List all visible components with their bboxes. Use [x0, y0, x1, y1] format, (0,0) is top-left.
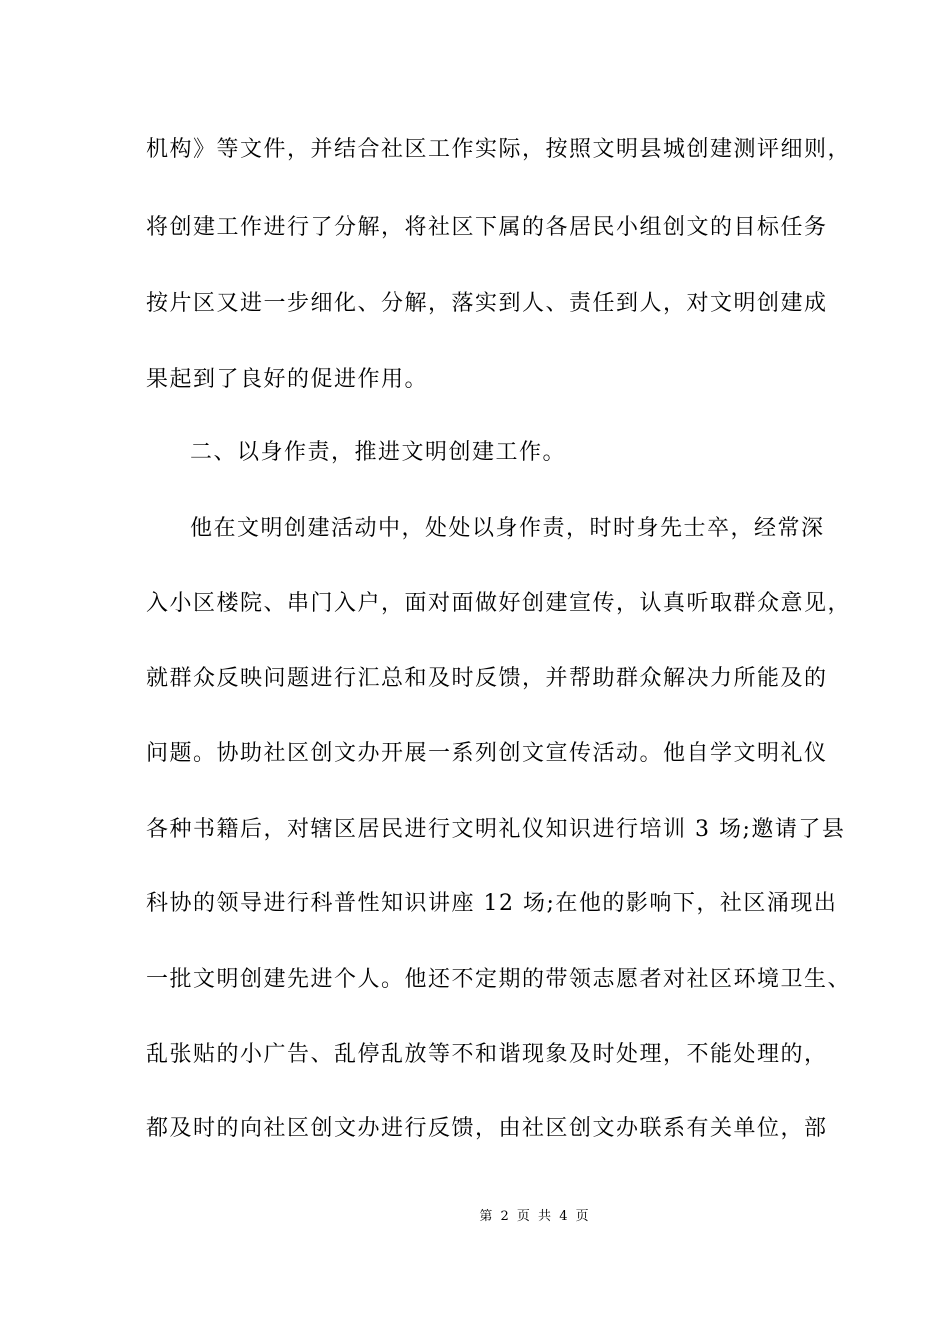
body-text-line: 按片区又进一步细化、分解，落实到人、责任到人，对文明创建成 — [146, 291, 828, 316]
body-text-line: 机构》等文件，并结合社区工作实际，按照文明县城创建测评细则， — [146, 137, 852, 162]
body-text-line: 都及时的向社区创文办进行反馈，由社区创文办联系有关单位，部 — [146, 1116, 828, 1141]
body-text-line: 将创建工作进行了分解，将社区下属的各居民小组创文的目标任务 — [146, 215, 828, 240]
body-text-line: 各种书籍后，对辖区居民进行文明礼仪知识进行培训 3 场;邀请了县 — [146, 817, 846, 842]
body-text-line: 入小区楼院、串门入户，面对面做好创建宣传，认真听取群众意见， — [146, 591, 852, 616]
page-footer: 第 2 页 共 4 页 — [479, 1209, 591, 1224]
section-heading: 二、以身作责，推进文明创建工作。 — [190, 440, 567, 465]
body-text-line: 果起到了良好的促进作用。 — [146, 367, 429, 392]
paragraph-first-line: 他在文明创建活动中，处处以身作责，时时身先士卒，经常深 — [190, 516, 825, 541]
body-text-line: 乱张贴的小广告、乱停乱放等不和谐现象及时处理，不能处理的， — [146, 1042, 828, 1067]
body-text-line: 一批文明创建先进个人。他还不定期的带领志愿者对社区环境卫生、 — [146, 967, 852, 992]
body-text-line: 就群众反映问题进行汇总和及时反馈，并帮助群众解决力所能及的 — [146, 666, 828, 691]
body-text-line: 问题。协助社区创文办开展一系列创文宣传活动。他自学文明礼仪 — [146, 741, 828, 766]
body-text-line: 科协的领导进行科普性知识讲座 12 场;在他的影响下，社区涌现出 — [146, 891, 838, 916]
